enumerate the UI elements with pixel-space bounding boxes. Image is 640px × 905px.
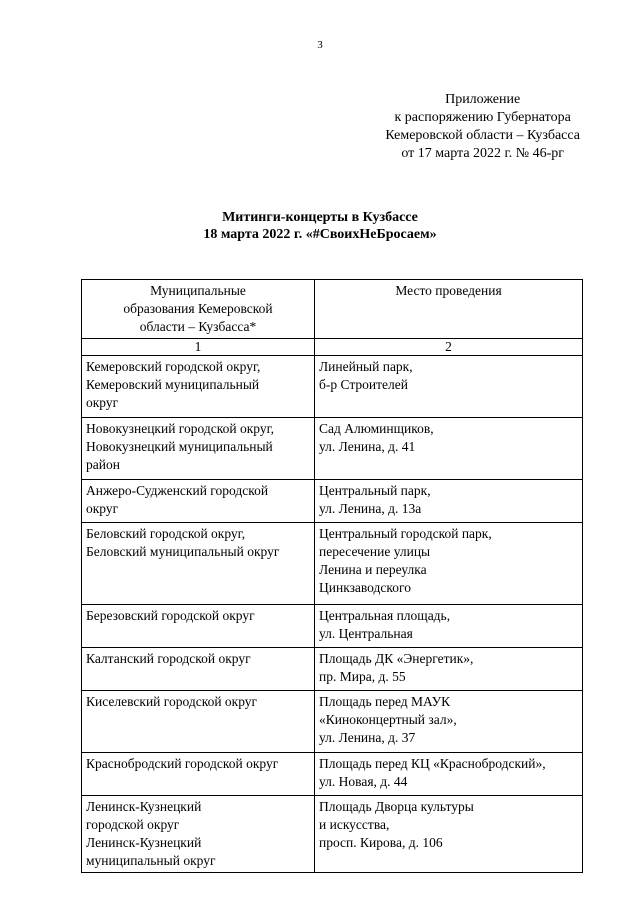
place-cell [315,523,583,605]
municipality-cell [82,605,315,648]
table-row [82,605,583,648]
table-row [82,523,583,605]
header-line: Место проведения [395,283,502,298]
table-row [82,356,583,418]
cell-line: Площадь перед МАУК [319,694,451,709]
table-header-row [82,280,583,339]
municipality-cell [82,480,315,523]
cell-line: Ленина и переулка [319,562,427,577]
cell-line: Цинкзаводского [319,580,411,595]
cell-line: просп. Кирова, д. 106 [319,835,443,850]
cell-line: б-р Строителей [319,377,408,392]
cell-line: Беловский муниципальный округ [86,544,280,559]
header-line: Муниципальные [150,283,246,298]
header-line: области – Кузбасса* [139,319,257,334]
cell-line: ул. Ленина, д. 37 [319,730,416,745]
cell-line: ул. Новая, д. 44 [319,774,408,789]
appendix-line: от 17 марта 2022 г. № 46-рг [401,146,564,161]
appendix-line: Приложение [445,92,521,107]
cell-line: Линейный парк, [319,359,413,374]
municipality-cell [82,418,315,480]
cell-line: Березовский городской округ [86,608,255,623]
cell-line: Центральная площадь, [319,608,451,623]
cell-line: пр. Мира, д. 55 [319,669,406,684]
cell-line: городской округ [86,817,180,832]
table-row [82,753,583,796]
table-row [82,796,583,873]
cell-line: район [86,457,120,472]
title-line-1: Митинги-концерты в Кузбассе [222,210,418,225]
cell-line: Кемеровский муниципальный [86,377,260,392]
municipality-cell [82,648,315,691]
municipality-cell [82,523,315,605]
place-cell [315,605,583,648]
place-cell [315,691,583,753]
cell-line: округ [86,395,119,410]
cell-line: Сад Алюминщиков, [319,421,434,436]
cell-line: Площадь Дворца культуры [319,799,474,814]
cell-line: пересечение улицы [319,544,431,559]
table-row [82,648,583,691]
page-number: 3 [317,39,323,51]
cell-line: Беловский городской округ, [86,526,246,541]
cell-line: и искусства, [319,817,390,832]
place-cell [315,753,583,796]
document-title [0,209,640,243]
municipality-cell [82,796,315,873]
table-row [82,691,583,753]
appendix-line: к распоряжению Губернатора [394,110,571,125]
place-cell [315,796,583,873]
cell-line: Центральный городской парк, [319,526,492,541]
cell-line: Калтанский городской округ [86,651,251,666]
cell-line: Новокузнецкий муниципальный [86,439,273,454]
column-number: 2 [315,339,583,356]
cell-line: ул. Центральная [319,626,413,641]
appendix-block [385,91,580,163]
cell-line: ул. Ленина, д. 13а [319,501,422,516]
table-row [82,480,583,523]
place-cell [315,480,583,523]
cell-line: «Киноконцертный зал», [319,712,457,727]
header-municipality [82,280,315,339]
place-cell [315,356,583,418]
column-number: 1 [82,339,315,356]
table-row [82,418,583,480]
title-line-2: 18 марта 2022 г. «#СвоихНеБросаем» [203,227,437,242]
cell-line: Площадь ДК «Энергетик», [319,651,474,666]
cell-line: Краснобродский городской округ [86,756,279,771]
cell-line: Кемеровский городской округ, [86,359,261,374]
cell-line: Новокузнецкий городской округ, [86,421,274,436]
cell-line: Анжеро-Судженский городской [86,483,269,498]
cell-line: округ [86,501,119,516]
cell-line: Ленинск-Кузнецкий [86,799,202,814]
place-cell [315,418,583,480]
cell-line: Площадь перед КЦ «Краснобродский», [319,756,546,771]
appendix-line: Кемеровской области – Кузбасса [385,128,580,143]
header-place [315,280,583,339]
header-line: образования Кемеровской [123,301,273,316]
cell-line: Центральный парк, [319,483,431,498]
cell-line: муниципальный округ [86,853,216,868]
municipality-cell [82,691,315,753]
municipality-cell [82,356,315,418]
cell-line: Ленинск-Кузнецкий [86,835,202,850]
cell-line: ул. Ленина, д. 41 [319,439,416,454]
place-cell [315,648,583,691]
municipality-cell [82,753,315,796]
column-number-row [82,339,583,356]
events-table [81,279,583,873]
cell-line: Киселевский городской округ [86,694,258,709]
